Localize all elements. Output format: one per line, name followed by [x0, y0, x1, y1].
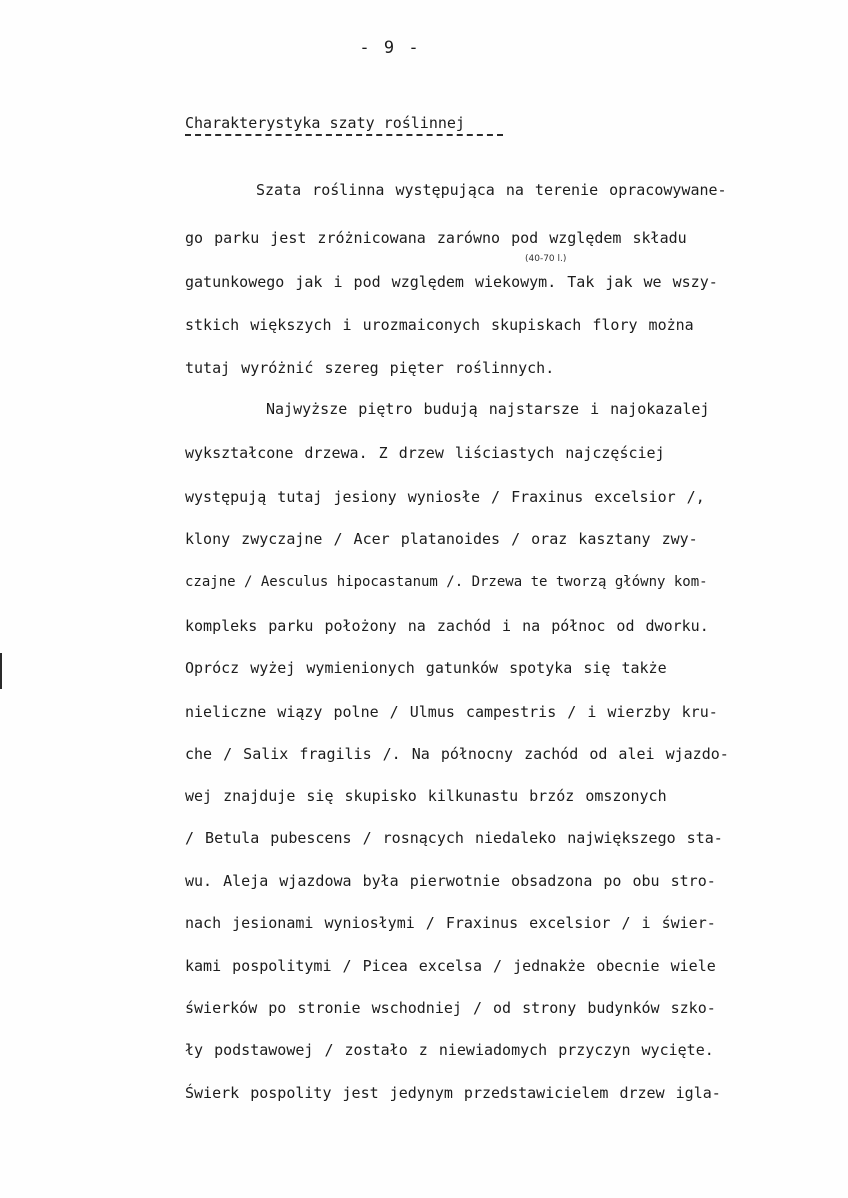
text-line: ły podstawowej / zostało z niewiadomych przyczyn wycięte. — [185, 1041, 714, 1059]
text-line: czajne / Aesculus hipocastanum /. Drzewa te tworzą główny kom- — [185, 574, 708, 590]
text-line: wu. Aleja wjazdowa była pierwotnie obsadzona po obu stro- — [185, 872, 716, 890]
text-line: Szata roślinna występująca na terenie opracowywane- — [256, 181, 727, 199]
text-line: Świerk pospolity jest jedynym przedstawicielem drzew igla- — [185, 1084, 721, 1102]
text-line: kompleks parku położony na zachód i na północ od dworku. — [185, 617, 709, 635]
heading-underline — [185, 134, 503, 136]
page-number: - 9 - — [359, 38, 421, 58]
handwritten-annotation: (40-70 l.) — [525, 254, 567, 264]
text-line: che / Salix fragilis /. Na północny zachód od alei wjazdo- — [185, 745, 729, 763]
text-line: go parku jest zróżnicowana zarówno pod względem składu — [185, 229, 687, 247]
text-line: stkich większych i urozmaiconych skupiskach flory można — [185, 316, 694, 334]
text-line: Oprócz wyżej wymienionych gatunków spotyka się także — [185, 659, 667, 677]
text-line: / Betula pubescens / rosnących niedaleko największego sta- — [185, 829, 723, 847]
text-line: wykształcone drzewa. Z drzew liściastych najczęściej — [185, 444, 665, 462]
text-line: świerków po stronie wschodniej / od strony budynków szko- — [185, 999, 716, 1017]
text-line: nieliczne wiązy polne / Ulmus campestris / i wierzby kru- — [185, 703, 718, 721]
text-line: gatunkowego jak i pod względem wiekowym. Tak jak we wszy- — [185, 273, 718, 291]
text-line: Najwyższe piętro budują najstarsze i najokazalej — [266, 400, 710, 418]
scan-edge-mark — [0, 653, 2, 689]
section-heading: Charakterystyka szaty roślinnej — [185, 114, 465, 132]
text-line: wej znajduje się skupisko kilkunastu brzóz omszonych — [185, 787, 667, 805]
text-line: klony zwyczajne / Acer platanoides / oraz kasztany zwy- — [185, 530, 698, 548]
text-line: występują tutaj jesiony wyniosłe / Fraxinus excelsior /, — [185, 488, 705, 506]
text-line: nach jesionami wyniosłymi / Fraxinus excelsior / i świer- — [185, 914, 716, 932]
text-line: kami pospolitymi / Picea excelsa / jednakże obecnie wiele — [185, 957, 716, 975]
text-line: tutaj wyróżnić szereg pięter roślinnych. — [185, 359, 555, 377]
